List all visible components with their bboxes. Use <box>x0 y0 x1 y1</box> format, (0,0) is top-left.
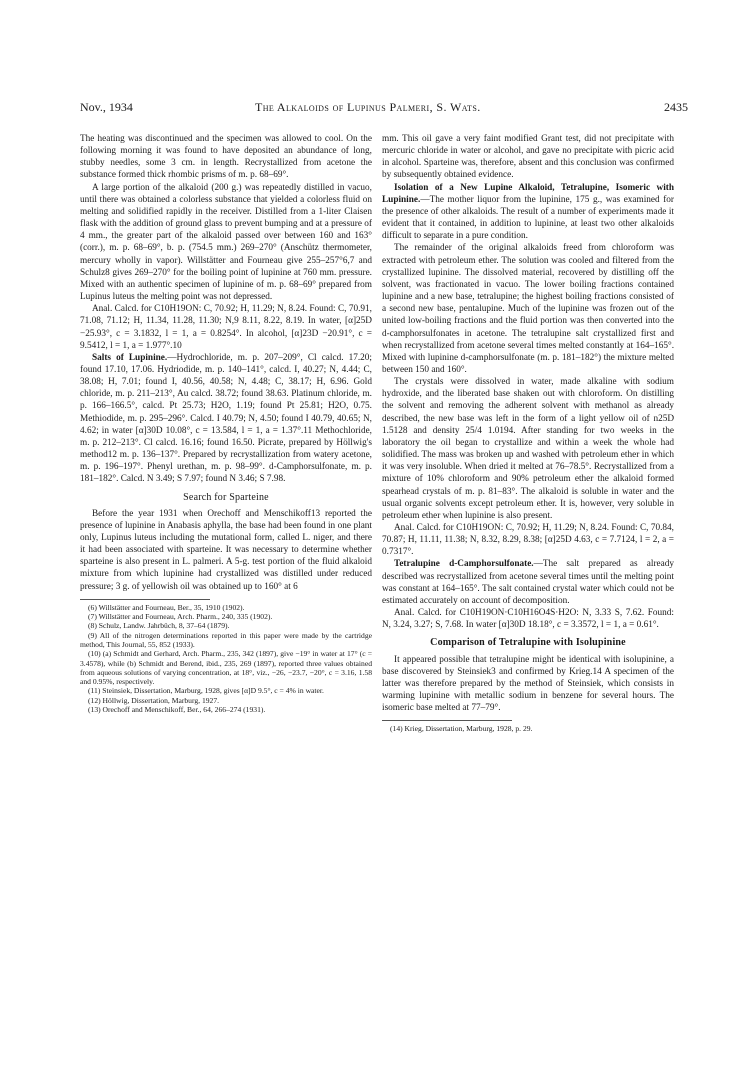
camphorsulfonate-title: Tetralupine d-Camphorsulfonate. <box>394 559 534 570</box>
right-paragraph-1: mm. This oil gave a very faint modified Grant test, did not precipitate with mercuric chloride in water or alcohol, and gave no precipitate with picric acid in alcohol. Sparteine was, therefore, absent and this conclusion was confirmed by subsequently obtained evidence. <box>382 134 674 181</box>
left-paragraph-2: A large portion of the alkaloid (200 g.) was repeatedly distilled in vacuo, until there was obtained a colorless substance that yielded a colorless fluid on melting and solidified rapidly in the receiver. Distilled from a 1-liter Claisen flask with the addition of ground glass to prevent bumping and at a pressure of 4 mm., the greater part of the alkaloid passed over between 160 and 163° (corr.), m. p. 68–69°, b. p. (754.5 mm.) 269–270° (Anschütz thermometer, mercury wholly in vapor). Willstätter and Fourneau give 255–257°6,7 and Schulz8 gives 269–270° for the boiling point of lupinine at 760 mm. pressure. Mixed with an authentic specimen of lupinine of m. p. 68–69° prepared from Lupinus luteus the melting point was not depressed. <box>80 182 372 303</box>
left-analysis-paragraph: Anal. Calcd. for C10H19ON: C, 70.92; H, 11.29; N, 8.24. Found: C, 70.91, 71.08, 71.12; H, 11.34, 11.28, 11.30; N,9 8.11, 8.22, 8.19. In water, [α]25D −25.93°, c = 3.1832, l = 1, a = 0.8254°. In alcohol, [α]23D −20.91°, c = 9.5412, l = 1, a = 1.977°.10 <box>80 304 372 351</box>
footnote: (14) Krieg, Dissertation, Marburg, 1928, p. 29. <box>390 724 533 734</box>
footnote: (10) (a) Schmidt and Gerhard, Arch. Pharm., 235, 342 (1897), give −19° in water at 17° (c = 3.4578), while (b) Schmidt and Berend, ibid., 235, 269 (1897), reported three values obtained from aqueous solutions of varying concentration, at 18°, viz., −26, −23.7, −20°, c = 3.16, 1.58 and 0.95%, respectively. <box>80 649 372 687</box>
comparison-paragraph: It appeared possible that tetralupine might be identical with isolupinine, a base discovered by Steinsiek3 and confirmed by Krieg.14 A specimen of the latter was therefore prepared by the method of Steinsiek, which consists in warming lupinine with metallic sodium in benzene for several hours. The isomeric base melted at 77–79°. <box>382 654 674 714</box>
right-analysis-paragraph: Anal. Calcd. for C10H19ON: C, 70.92; H, 11.29; N, 8.24. Found: C, 70.84, 70.87; H, 11.11, 11.38; N, 8.32, 8.29, 8.38; [α]25D 4.63, c = 7.7124, l = 2, a = 0.7317°. <box>382 523 674 558</box>
footnote: (7) Willstätter and Fourneau, Arch. Pharm., 240, 335 (1902). <box>88 612 273 622</box>
right-paragraph-2: The remainder of the original alkaloids freed from chloroform was extracted with petroleum ether. The solution was cooled and filtered from the crystallized lupinine. The dissolved material, recovered by distilling off the solvent, was fractionated in vacuo. The lower boiling fractions contained lupinine and a new base, tetralupine; the highest boiling fractions consisted of a second new base, pentalupine. Much of the lupinine was frozen out of the united low-boiling fractions and the fluid portion was then converted into the d-camphorsulfonates in acetone. The tetralupine salt crystallized first and when recrystallized from acetone several times melted constantly at 164–165°. Mixed with lupinine d-camphorsulfonate (m. p. 181–182°) the mixture melted between 150 and 160°. <box>382 243 674 375</box>
header-date: Nov., 1934 <box>80 100 133 114</box>
left-column <box>80 133 372 714</box>
footnote: (9) All of the nitrogen determinations reported in this paper were made by the cartridge method, This Journal, 55, 852 (1933). <box>80 630 372 649</box>
isolation-paragraph <box>382 182 674 243</box>
left-paragraph-1: The heating was discontinued and the specimen was allowed to cool. On the following morning it was found to have deposited an abundance of long, stubby needles, some 3 cm. in length. Recrystallized from acetone the substance formed thick rhombic prisms of m. p. 68–69°. <box>80 134 372 181</box>
sparteine-paragraph: Before the year 1931 when Orechoff and Menschikoff13 reported the presence of lupinine in Anabasis aphylla, the base had been found in one plant only, Lupinus luteus including the mutational form, called L. niger, and there it had been associated with sparteine. It was necessary to determine whether sparteine is also present in L. palmeri. A 5-g. test portion of the fluid alkaloid mixture from which lupinine had crystallized was distilled under reduced pressure; 3 g. of yellowish oil was obtained up to 160° at 6 <box>80 508 372 592</box>
salts-paragraph <box>80 352 372 486</box>
section-heading-comparison: Comparison of Tetralupine with Isolupinine <box>430 637 626 649</box>
right-analysis-paragraph-2: Anal. Calcd. for C10H19ON·C10H16O4S·H2O: N, 3.33 S, 7.62. Found: N, 3.24, 3.27; S, 7.68. In water [α]30D 18.18°, c = 3.3572, l = 1, a = 0.61°. <box>382 608 674 631</box>
camphorsulfonate-paragraph <box>382 558 674 607</box>
isolation-title: Isolation of a New Lupine Alkaloid, Tetralupine, Isomeric with Lupinine. <box>382 182 674 205</box>
right-paragraph-3: The crystals were dissolved in water, made alkaline with sodium hydroxide, and the liberated base shaken out with chloroform. On distilling the solvent and removing the adherent solvent with methanol as already described, the new base was left in the form of a light yellow oil of n25D 1.5128 and density 25/4 1.0194. After standing for two weeks in the laboratory the oil began to crystallize and within a week the whole had solidified. The mass was broken up and washed with petroleum ether in which it was very insoluble. When dried it melted at 76–78.5°. Recrystallized from a mixture of 10% chloroform and 90% petroleum ether the alkaloid formed spearhead crystals of m. p. 81–83°. The alkaloid is soluble in water and the usual organic solvents except petroleum ether. It is, however, very soluble in petroleum ether when lupinine is also present. <box>382 377 674 521</box>
header-page-number: 2435 <box>664 100 688 114</box>
footnote: (6) Willstätter and Fourneau, Ber., 35, 1910 (1902). <box>88 602 245 612</box>
camphorsulfonate-body: —The salt prepared as already described was recrystallized from acetone several times until the melting point was constant at 164–165°. The salt contained crystal water which could not be estimated accurately on account of decomposition. <box>382 559 674 606</box>
left-footnotes <box>80 603 372 715</box>
isolation-body: —The mother liquor from the lupinine, 175 g., was examined for the presence of other alkaloids. The result of a number of experiments made it evident that it contained, in addition to lupinine, at least two other alkaloids difficult to separate in a pure condition. <box>382 194 674 242</box>
salts-title: Salts of Lupinine. <box>92 352 168 363</box>
running-header <box>80 100 688 120</box>
footnote: (8) Schulz, Landw. Jahrbüch, 8, 37–64 (1879). <box>88 621 230 631</box>
right-footnotes <box>382 724 674 733</box>
header-title: The Alkaloids of Lupinus Palmeri, S. Wats. <box>255 100 481 114</box>
footnote: (13) Orechoff and Menschikoff, Ber., 64, 266–274 (1931). <box>88 705 266 715</box>
footnote: (11) Steinsiek, Dissertation, Marburg, 1928, gives [α]D 9.5°, c = 4% in water. <box>88 686 324 696</box>
salts-body: —Hydrochloride, m. p. 207–209°, Cl calcd. 17.20; found 17.10, 17.06. Hydriodide, m. p. 140–141°, calcd. I, 40.27; N, 4.44; C, 38.08; H, 7.01; found I, 40.56, 40.58; N, 4.48; C, 38.17; H, 6.96. Gold chloride, m. p. 211–213°, Au calcd. 38.72; found 38.63. Platinum chloride, m. p. 166–166.5°, calcd. Pt 25.73; H2O, 1.19; found Pt 25.81; H2O, 0.75. Methiodide, m. p. 295–296°. Calcd. I 40.79; N, 4.50; found I 40.79, 40.65; N, 4.62; in water [α]30D 10.08°, c = 13.584, l = 1, a = 1.37°.11 Methochloride, m. p. 212–213°. Cl calcd. 16.16; found 16.50. Picrate, prepared by Höllwig's method12 m. p. 136–137°. Prepared by recrystallization from watery acetone, m. p. 196–197°. Phenyl urethan, m. p. 98–99°. d-Camphorsulfonate, m. p. 181–182°. Calcd. N 3.49; S 7.97; found N 3.46; S 7.98. <box>80 352 372 485</box>
right-column <box>382 133 674 734</box>
footnote: (12) Höllwig, Dissertation, Marburg, 1927. <box>88 695 220 705</box>
section-heading-sparteine: Search for Sparteine <box>183 491 269 503</box>
